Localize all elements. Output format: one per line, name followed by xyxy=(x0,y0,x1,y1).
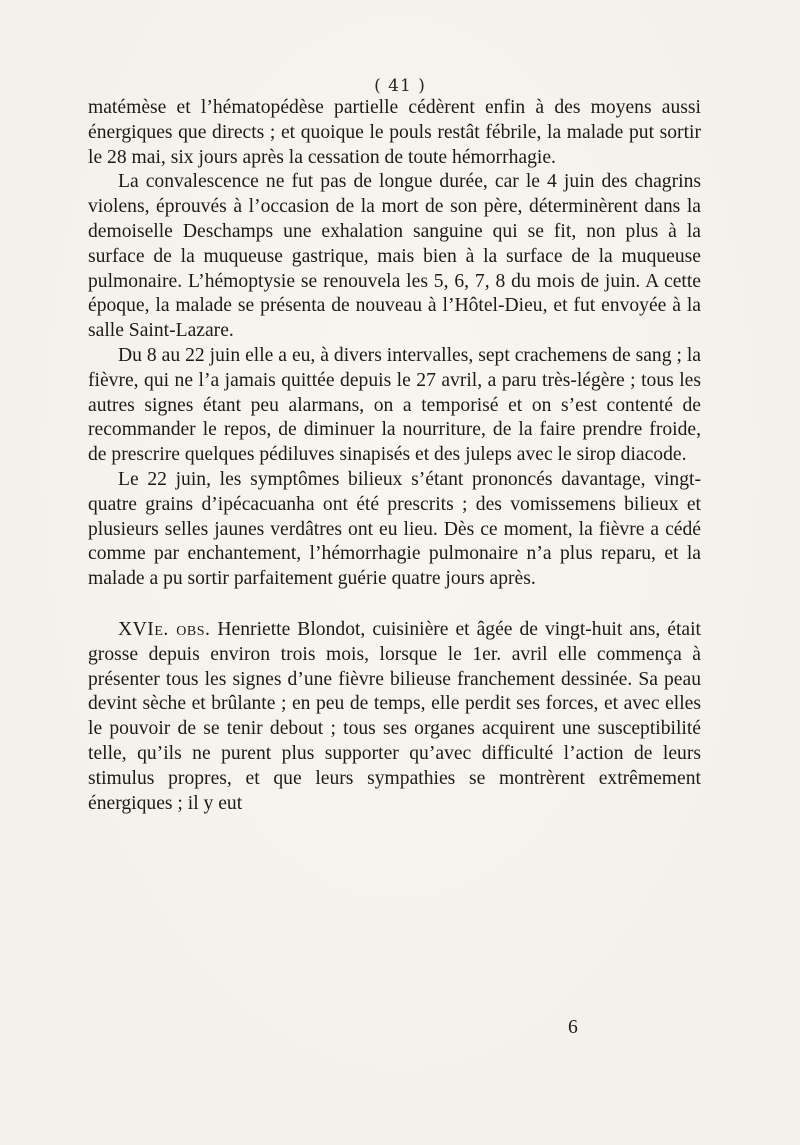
paragraph-1: matémèse et l’hématopédèse partielle cédèrent enfin à des moyens aussi énergiques que directs ; et quoique le pouls restât fébrile, la malade put sortir le 28 mai, six jours après la cessation de toute hémorrhagie. xyxy=(88,97,701,168)
paragraph-5 xyxy=(88,618,701,816)
paragraph-2: La convalescence ne fut pas de longue durée, car le 4 juin des chagrins violens, éprouvés à l’occasion de la mort de son père, déterminèrent dans la demoiselle Deschamps une exhalation sanguine qui se fit, non plus à la surface de la muqueuse gastrique, mais bien à la surface de la muqueuse pulmonaire. L’hémoptysie se renouvela les 5, 6, 7, 8 du mois de juin. A cette époque, la malade se présenta de nouveau à l’Hôtel-Dieu, et fut envoyée à la salle Saint-Lazare. xyxy=(88,171,701,342)
body-text xyxy=(88,96,701,816)
paragraph-4: Le 22 juin, les symptômes bilieux s’étant prononcés davantage, vingt-quatre grains d’ipécacuanha ont été prescrits ; des vomissemens bilieux et plusieurs selles jaunes verdâtres ont eu lieu. Dès ce moment, la fièvre a cédé comme par enchantement, l’hémorrhagie pulmonaire n’a plus reparu, et la malade a pu sortir parfaitement guérie quatre jours après. xyxy=(88,468,701,590)
section-gap xyxy=(88,592,701,618)
observation-label: XVIe. obs. xyxy=(118,618,211,640)
page-number: ( 41 ) xyxy=(374,76,426,96)
paragraph-3: Du 8 au 22 juin elle a eu, à divers intervalles, sept crachemens de sang ; la fièvre, qui ne l’a jamais quittée depuis le 27 avril, a paru très-légère ; tous les autres signes étant peu alarmans, on a temporisé et on s’est contenté de recommander le repos, de diminuer la nourriture, de la faire prendre froide, de prescrire quelques pédiluves sinapisés et des juleps avec le sirop diacode. xyxy=(88,344,701,466)
paragraph-5-text: Henriette Blondot, cuisinière et âgée de vingt-huit ans, était grosse depuis environ trois mois, lorsque le 1er. avril elle commença à présenter tous les signes d’une fièvre bilieuse franchement dessinée. Sa peau devint sèche et brûlante ; en peu de temps, elle perdit ses forces, et avec elles le pouvoir de se tenir debout ; tous ses organes acquirent une susceptibilité telle, qu’ils ne purent plus supporter qu’avec difficulté l’action de leurs stimulus propres, et que leurs sympathies se montrèrent extrêmement énergiques ; il y eut xyxy=(88,618,701,814)
signature-mark: 6 xyxy=(568,1017,578,1038)
